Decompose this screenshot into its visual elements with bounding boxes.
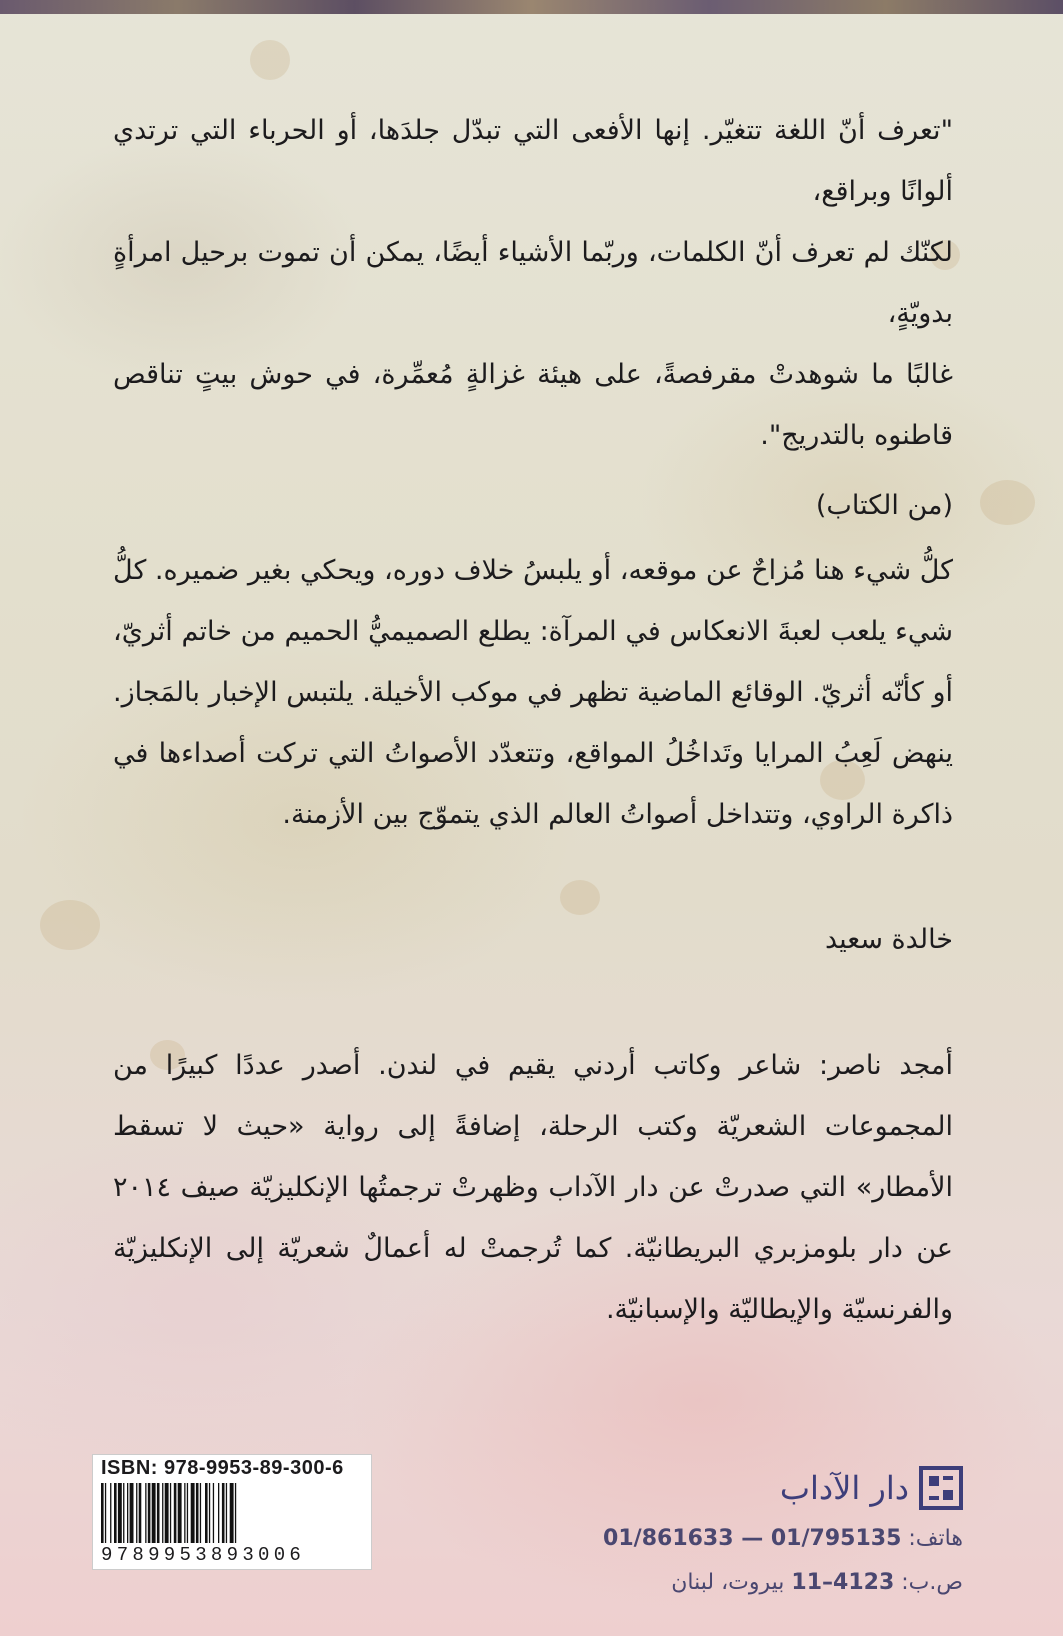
publisher-name: دار الآداب — [779, 1469, 909, 1507]
barcode-bar — [110, 1483, 111, 1543]
isbn-barcode — [92, 1454, 372, 1570]
paper-stain — [560, 880, 600, 915]
barcode-bar — [178, 1483, 182, 1543]
cover-artwork-strip — [0, 0, 1063, 14]
barcode-bar — [136, 1483, 137, 1543]
barcode-bar — [187, 1483, 188, 1543]
address-city: بيروت، لبنان — [671, 1570, 792, 1595]
review-text — [113, 540, 953, 845]
barcode-digits: 9789953893006 — [101, 1544, 306, 1566]
barcode-bar — [191, 1483, 195, 1543]
barcode-bar — [157, 1483, 160, 1543]
paper-stain — [250, 40, 290, 80]
barcode-bar — [165, 1483, 169, 1543]
author-bio — [113, 1035, 953, 1340]
barcode-bar — [200, 1483, 201, 1543]
phone-numbers: 01/795135 — 01/861633 — [603, 1526, 902, 1551]
barcode-bar — [114, 1483, 117, 1543]
barcode-bar — [184, 1483, 185, 1543]
barcode-bar — [130, 1483, 134, 1543]
publisher-address — [671, 1570, 963, 1595]
barcode-bar — [230, 1483, 234, 1543]
isbn-label: ISBN: 978-9953-89-300-6 — [101, 1457, 344, 1479]
quote-paragraph: "تعرف أنّ اللغة تتغيّر. إنها الأفعى التي تبدّل جلدَها، أو الحرباء التي ترتدي ألوانًا وبراقع، — [113, 115, 953, 207]
paper-stain — [40, 900, 100, 950]
bio-paragraph: أمجد ناصر: شاعر وكاتب أردني يقيم في لندن. أصدر عددًا كبيرًا من المجموعات الشعريّة وكتب الرحلة، إضافةً إلى رواية «حيث لا تسقط الأمطار» التي صدرتْ عن دار الآداب وظهرتْ ترجمتُها الإنكليزيّة صيف ٢٠١٤ عن دار بلومزبري البريطانيّة. كما تُرجمتْ له أعمالٌ شعريّة إلى الإنكليزيّة والفرنسيّة والإيطاليّة والإسبانيّة. — [113, 1050, 953, 1325]
book-quote — [113, 100, 953, 466]
publisher-brand — [780, 1466, 963, 1510]
barcode-bar — [152, 1483, 156, 1543]
barcode-bar — [105, 1483, 106, 1543]
review-paragraph: كلُّ شيء هنا مُزاحٌ عن موقعه، أو يلبسُ خلاف دوره، ويحكي بغير ضميره. كلُّ شيء يلعب لعبةَ الانعكاس في المرآة: يطلع الصميميُّ الحميم من خاتم أثريّ، أو كأنّه أثريّ. الوقائع الماضية تظهر في موكب الأخيلة. يلتبس الإخبار بالمَجاز. ينهض لَعِبُ المرايا وتَداخُلُ المواقع، وتتعدّد الأصواتُ التي تركت أصداءها في ذاكرة الراوي، وتتداخل أصواتُ العالم الذي يتموّج بين الأزمنة. — [113, 555, 953, 830]
barcode-bar — [162, 1483, 163, 1543]
barcode-bar — [118, 1483, 122, 1543]
barcode-bar — [123, 1483, 124, 1543]
barcode-bar — [218, 1483, 219, 1543]
review-author: خالدة سعيد — [824, 924, 953, 955]
paper-stain — [980, 480, 1035, 525]
barcode-bar — [148, 1483, 151, 1543]
barcode-bar — [196, 1483, 199, 1543]
publisher-phone — [603, 1526, 963, 1551]
barcode-bar — [209, 1483, 210, 1543]
quote-paragraph: غالبًا ما شوهدتْ مقرفصةً، على هيئة غزالةٍ مُعمِّرة، في حوش بيتٍ تناقص قاطنوه بالتدريج". — [113, 359, 953, 451]
barcode-bar — [226, 1483, 227, 1543]
barcode-bar — [101, 1483, 104, 1543]
address-prefix: ص.ب: — [894, 1570, 963, 1595]
barcode-bar — [145, 1483, 146, 1543]
barcode-bar — [170, 1483, 171, 1543]
phone-label: هاتف: — [908, 1526, 963, 1551]
barcode-bar — [174, 1483, 177, 1543]
barcode-bar — [235, 1483, 236, 1543]
barcode-bars — [101, 1483, 363, 1543]
address-po-box: 4123–11 — [791, 1570, 895, 1595]
publisher-logo-icon — [919, 1466, 963, 1510]
barcode-bar — [205, 1483, 208, 1543]
barcode-bar — [139, 1483, 142, 1543]
quote-paragraph: لكنّك لم تعرف أنّ الكلمات، وربّما الأشياء أيضًا، يمكن أن تموت برحيل امرأةٍ بدويّةٍ، — [113, 237, 953, 329]
barcode-bar — [222, 1483, 225, 1543]
quote-source: (من الكتاب) — [815, 490, 953, 521]
barcode-bar — [127, 1483, 128, 1543]
barcode-bar — [213, 1483, 214, 1543]
